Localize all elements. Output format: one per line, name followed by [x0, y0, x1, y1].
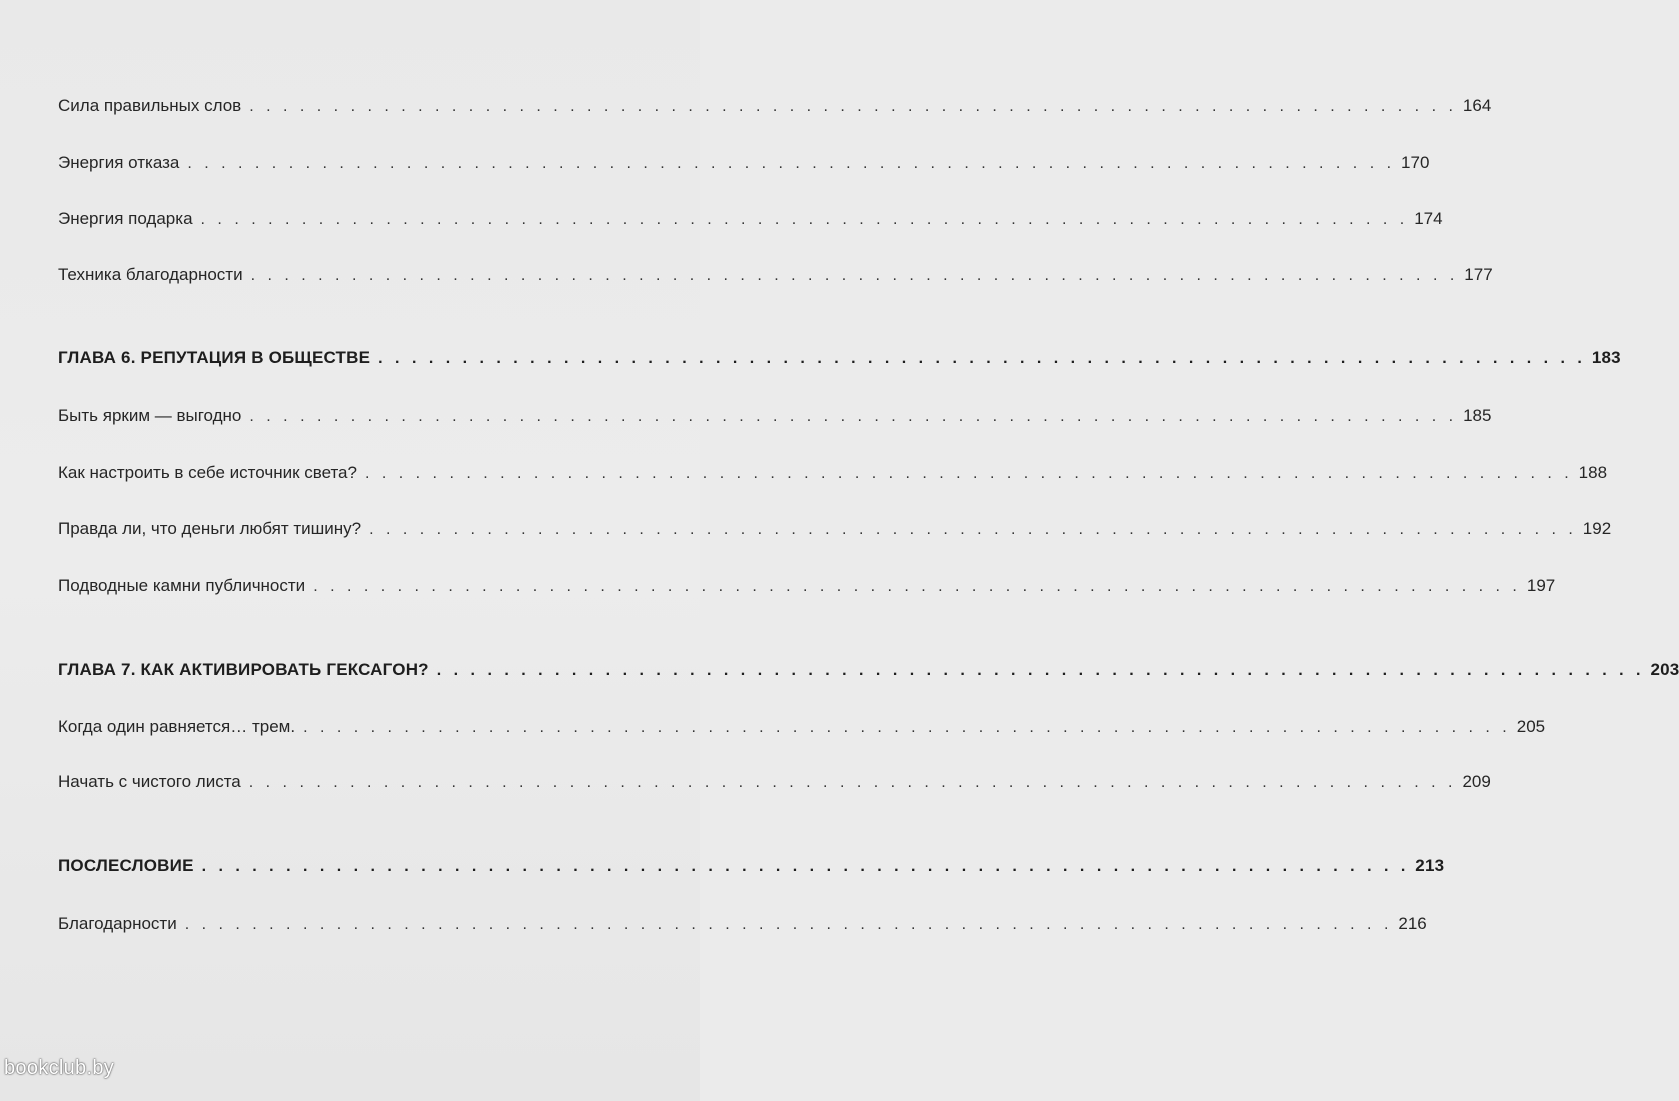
toc-entry-page: 209 [1462, 772, 1491, 791]
toc-entry-title: Благодарности [58, 914, 177, 933]
toc-entry-page: 170 [1401, 153, 1430, 172]
toc-entry-title: ГЛАВА 6. РЕПУТАЦИЯ В ОБЩЕСТВЕ [58, 348, 371, 367]
toc-entry-page: 164 [1462, 96, 1492, 115]
toc-dot-leader: . . . . . . . . . . . . . . . . . . . . . . . . . . . . . . . . . . . . . . . . . . . . . . . . . . . . . . . . . . . . . . . . . . . . . . . . [436, 662, 1645, 679]
toc-entry-title: Быть ярким — выгодно [58, 406, 242, 425]
toc-entry-page: 177 [1464, 265, 1493, 284]
toc-entry-title: Энергия отказа [58, 153, 180, 172]
toc-entry-title: Правда ли, что деньги любят тишину? [58, 519, 362, 538]
toc-entry [58, 714, 1546, 740]
toc-dot-leader: . . . . . . . . . . . . . . . . . . . . . . . . . . . . . . . . . . . . . . . . . . . . . . . . . . . . . . . . . . . . . . . . . . . . . . . . [201, 858, 1410, 875]
toc-entry [58, 262, 1493, 288]
toc-entry-page: 174 [1414, 209, 1443, 228]
toc-entry-title: Сила правильных слов [58, 96, 242, 115]
toc-entry-title: Подводные камни публичности [58, 576, 306, 595]
toc-dot-leader: . . . . . . . . . . . . . . . . . . . . . . . . . . . . . . . . . . . . . . . . . . . . . . . . . . . . . . . . . . . . . . . . . . . . . . . . [184, 916, 1393, 933]
toc-entry [58, 206, 1443, 232]
toc-chapter-heading [58, 345, 1621, 371]
toc-entry-title: Техника благодарности [58, 265, 243, 284]
toc-dot-leader: . . . . . . . . . . . . . . . . . . . . . . . . . . . . . . . . . . . . . . . . . . . . . . . . . . . . . . . . . . . . . . . . . . . . . . . . [303, 719, 1511, 736]
toc-entry-title: Как настроить в себе источник света? [58, 463, 357, 482]
toc-dot-leader: . . . . . . . . . . . . . . . . . . . . . . . . . . . . . . . . . . . . . . . . . . . . . . . . . . . . . . . . . . . . . . . . . . . . . . . . [369, 521, 1577, 538]
toc-entry-title: Начать с чистого листа [58, 772, 241, 791]
watermark: bookclub.by [4, 1057, 115, 1079]
toc-entry [58, 460, 1608, 486]
toc-entry [58, 573, 1556, 599]
toc-entry-page: 216 [1398, 914, 1427, 933]
toc-entry [58, 150, 1430, 176]
toc-dot-leader: . . . . . . . . . . . . . . . . . . . . . . . . . . . . . . . . . . . . . . . . . . . . . . . . . . . . . . . . . . . . . . . . . . . . . . . . [249, 98, 1457, 115]
toc-entry-page: 185 [1463, 406, 1492, 425]
toc-entry-page: 197 [1526, 576, 1556, 595]
toc-entry-page: 192 [1582, 519, 1612, 538]
toc-dot-leader: . . . . . . . . . . . . . . . . . . . . . . . . . . . . . . . . . . . . . . . . . . . . . . . . . . . . . . . . . . . . . . . . . . . . . . . . [200, 211, 1409, 228]
toc-entry-page: 205 [1516, 717, 1546, 736]
toc-chapter-heading [58, 657, 1679, 683]
toc-entry-title: ГЛАВА 7. КАК АКТИВИРОВАТЬ ГЕКСАГОН? [58, 660, 429, 679]
toc-dot-leader: . . . . . . . . . . . . . . . . . . . . . . . . . . . . . . . . . . . . . . . . . . . . . . . . . . . . . . . . . . . . . . . . . . . . . . . . [313, 578, 1521, 595]
toc-dot-leader: . . . . . . . . . . . . . . . . . . . . . . . . . . . . . . . . . . . . . . . . . . . . . . . . . . . . . . . . . . . . . . . . . . . . . . . . [364, 465, 1573, 482]
toc-entry [58, 403, 1492, 429]
toc-entry-title: Когда один равняется… трем. [58, 717, 296, 736]
toc-entry-page: 188 [1578, 463, 1608, 482]
toc-chapter-heading [58, 853, 1445, 879]
toc-entry [58, 93, 1492, 119]
toc-entry-title: Энергия подарка [58, 209, 193, 228]
toc-entry [58, 769, 1491, 795]
toc-entry-title: ПОСЛЕСЛОВИЕ [58, 856, 194, 875]
toc-entry [58, 516, 1612, 542]
toc-entry-page: 203 [1650, 660, 1679, 679]
toc-dot-leader: . . . . . . . . . . . . . . . . . . . . . . . . . . . . . . . . . . . . . . . . . . . . . . . . . . . . . . . . . . . . . . . . . . . . . . . . [250, 267, 1459, 284]
toc-dot-leader: . . . . . . . . . . . . . . . . . . . . . . . . . . . . . . . . . . . . . . . . . . . . . . . . . . . . . . . . . . . . . . . . . . . . . . . . [378, 350, 1586, 367]
toc-entry [58, 911, 1427, 937]
toc-dot-leader: . . . . . . . . . . . . . . . . . . . . . . . . . . . . . . . . . . . . . . . . . . . . . . . . . . . . . . . . . . . . . . . . . . . . . . . . [249, 408, 1458, 425]
toc-dot-leader: . . . . . . . . . . . . . . . . . . . . . . . . . . . . . . . . . . . . . . . . . . . . . . . . . . . . . . . . . . . . . . . . . . . . . . . . [187, 155, 1396, 172]
toc-entry-page: 213 [1415, 856, 1445, 875]
toc-dot-leader: . . . . . . . . . . . . . . . . . . . . . . . . . . . . . . . . . . . . . . . . . . . . . . . . . . . . . . . . . . . . . . . . . . . . . . . . [248, 774, 1457, 791]
toc-entry-page: 183 [1591, 348, 1621, 367]
